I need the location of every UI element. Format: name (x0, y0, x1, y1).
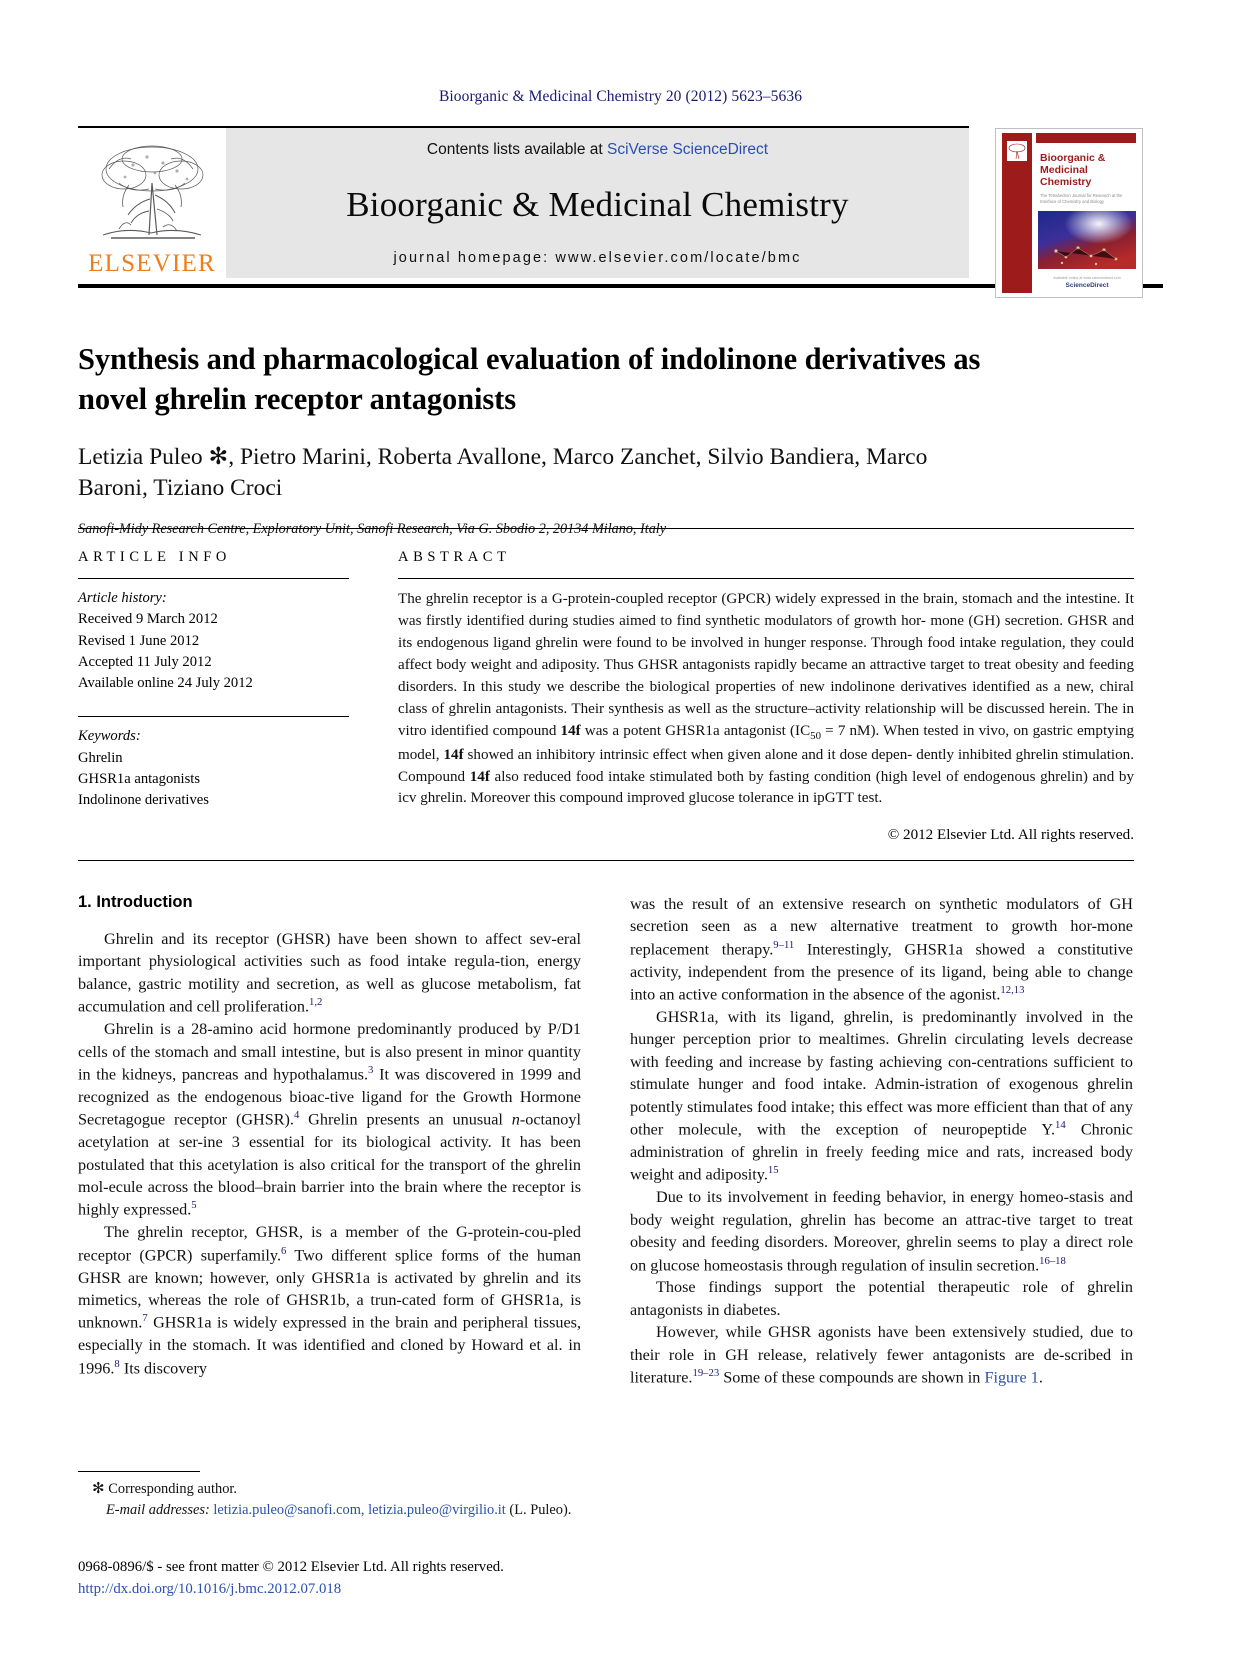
paragraph: Due to its involvement in feeding behavior, in energy homeo-stasis and body weight regulation, ghrelin has become an attrac-tive target to treat obesity and feeding disorders. Moreover, ghrelin seems to play a direct role on glucose homeostasis through regulation of insulin secretion.$^{16-18}$ (630, 1188, 1133, 1274)
journal-masthead (78, 126, 1163, 288)
keywords-label: Keywords: (78, 728, 141, 745)
cover-artwork (996, 129, 1142, 297)
journal-title: Bioorganic & Medicinal Chemistry (346, 184, 849, 224)
footnote-rule (78, 1471, 200, 1472)
info-abstract-columns (78, 529, 1134, 844)
contents-prefix: Contents lists available at (426, 141, 607, 158)
email-suffix: (L. Puleo). (509, 1502, 572, 1519)
masthead-body (78, 128, 969, 278)
journal-cover-thumbnail (995, 128, 1143, 298)
svg-text:Chemistry: Chemistry (1040, 176, 1092, 188)
author-list: Letizia Puleo ✻, Pietro Marini, Roberta Avallone, Marco Zanchet, Silvio Bandiera, Marco Baroni, Tiziano Croci (78, 443, 928, 502)
masthead-center (226, 128, 969, 278)
svg-text:Medicinal: Medicinal (1040, 164, 1088, 176)
abstract-heading: ABSTRACT (398, 549, 511, 565)
body-column-right (630, 893, 1133, 1389)
history-revised: Revised 1 June 2012 (78, 632, 200, 649)
asterisk-icon: ✻ (92, 1481, 105, 1497)
keywords-list (78, 717, 349, 811)
section-heading-introduction: 1. Introduction (78, 893, 193, 911)
svg-text:The Tetrahedron Journal for Re: The Tetrahedron Journal for Research at the (1040, 193, 1123, 198)
body-column-left (78, 893, 581, 1389)
article-info-column (78, 529, 349, 844)
keyword-item: Ghrelin (78, 749, 123, 766)
svg-text:Available online at www.scienc: Available online at www.sciencedirect.com (1053, 276, 1121, 280)
info-abstract-bottom-rule (78, 860, 1134, 861)
bottom-matter (78, 1556, 698, 1600)
elsevier-tree-icon (89, 139, 215, 251)
article-info-heading: ARTICLE INFO (78, 549, 232, 565)
article-history (78, 579, 349, 704)
email-addresses[interactable]: letizia.puleo@sanofi.com, letizia.puleo@virgilio.it (213, 1502, 506, 1519)
paragraph: Ghrelin is a 28-amino acid hormone predominantly produced by P/D1 cells of the stomach and small intestine, but is also present in minor quantity in the kidneys, pancreas and hypothalamus.$^3$ It was discovered in 1999 and recognized as the endogenous bioac-tive ligand for the Growth Hormone Secretagogue receptor (GHSR).$^4$ Ghrelin presents an unusual n-octanoyl acetylation at ser-ine 3 essential for its biological activity. It has been postulated that this acetylation is also critical for the transport of the ghrelin mol-ecule across the blood–brain barrier into the brain where the receptor is highly expressed.$^5$ (78, 1020, 581, 1219)
svg-text:Bioorganic &: Bioorganic & (1040, 152, 1106, 164)
keyword-item: Indolinone derivatives (78, 792, 209, 809)
running-head: Bioorganic & Medicinal Chemistry 20 (2012) 5623–5636 (438, 88, 803, 105)
paragraph: The ghrelin receptor, GHSR, is a member of the G-protein-cou-pled receptor (GPCR) superfamily.$^6$ Two different splice forms of the human GHSR are known; however, only GHSR1a is activated by ghrelin and its mimetics, whereas the role of GHSR1b, a trun-cated form of GHSR1a, is unknown.$^7$ GHSR1a is widely expressed in the brain and peripheral tissues, especially in the stomach. It was identified and cloned by Howard et al. in 1996.$^8$ Its discovery (78, 1223, 581, 1378)
corresponding-author-label: Corresponding author. (108, 1481, 237, 1497)
abstract-copyright: © 2012 Elsevier Ltd. All rights reserved. (887, 827, 1134, 844)
paragraph: However, while GHSR agonists have been extensively studied, due to their role in GH release, relatively fewer antagonists are de-scribed in literature.$^{19-23}$ Some of these compounds are shown in Figure 1. (630, 1323, 1133, 1387)
email-note (78, 1500, 598, 1520)
affiliation: Sanofi-Midy Research Centre, Exploratory Unit, Sanofi Research, Via G. Sbodio 2, 20134 Milano, Italy (78, 520, 667, 537)
email-label: E-mail addresses: (106, 1502, 210, 1519)
abstract-text: The ghrelin receptor is a G-protein-coupled receptor (GPCR) widely expressed in the brain, stomach and the intestine. It was firstly identified during studies aimed to find synthetic modulators of growth hor- mone (GH) secretion. GHSR and its endogenous ligand ghrelin were found to be involved in hunger response. Through food intake regulation, they could affect body weight and adiposity. Thus GHSR antagonists rapidly became an attractive target to treat obesity and feeding disorders. In this study we describe the biological properties of new indolinone derivatives identified as a new, chiral class of ghrelin antagonists. Their synthesis as well as the structure–activity relationship will be discussed herein. The in vitro identified compound 14f was a potent GHSR1a antagonist ($IC_{50} = 7$ nM). When tested in vivo, on gastric emptying model, 14f showed an inhibitory intrinsic effect when given alone and it dose depen- dently inhibited ghrelin stimulation. Compound 14f also reduced food intake stimulated both by fasting condition (high level of endogenous ghrelin) and by icv ghrelin. Moreover this compound improved glucose tolerance in ipGTT test. (398, 591, 1135, 807)
svg-text:ScienceDirect: ScienceDirect (1065, 282, 1109, 289)
elsevier-wordmark: ELSEVIER (88, 250, 216, 277)
journal-homepage[interactable]: journal homepage: www.elsevier.com/locate/bmc (393, 250, 802, 266)
paragraph: GHSR1a, with its ligand, ghrelin, is predominantly involved in the hunger perception prior to mealtimes. Ghrelin circulating levels decrease with feeding and increase by fasting achieving con-centrations sufficient to stimulate hunger and food intake. Admin-istration of exogenous ghrelin potently stimulates food intake; this effect was more efficient than that of any other molecule, with the exception of neuropeptide Y.$^{14}$ Chronic administration of ghrelin in freely feeding mice and rats, increased body weight and adiposity.$^{15}$ (630, 1007, 1133, 1184)
front-matter-line: 0968-0896/$ - see front matter © 2012 Elsevier Ltd. All rights reserved. (78, 1559, 504, 1575)
svg-text:Interface of Chemistry and Bio: Interface of Chemistry and Biology (1040, 199, 1105, 204)
page-title: Synthesis and pharmacological evaluation of indolinone derivatives as novel ghrelin receptor antagonists (78, 342, 981, 417)
paragraph: Ghrelin and its receptor (GHSR) have been shown to affect sev-eral important physiological activities such as food intake regula-tion, energy balance, gastric motility and secretion, as well as glucose metabolism, fat accumulation and cell proliferation.$^{1,2}$ (78, 930, 581, 1016)
contents-available-line (427, 141, 768, 159)
elsevier-logo (78, 128, 226, 278)
title-block (78, 339, 1003, 538)
sciencedirect-link[interactable]: SciVerse ScienceDirect (606, 141, 769, 158)
doi-link[interactable]: http://dx.doi.org/10.1016/j.bmc.2012.07.018 (78, 1581, 342, 1598)
figure-1-link[interactable]: Figure 1 (984, 1368, 1039, 1387)
history-received: Received 9 March 2012 (78, 611, 218, 628)
paragraph: was the result of an extensive research on synthetic modulators of GH secretion seen as a new alternative treatment to growth hor-mone replacement therapy.$^{9-11}$ Interestingly, GHSR1a showed a constitutive activity, independent from the presence of its ligand, being able to change into an active conformation in the absence of the agonist.$^{12,13}$ (630, 895, 1133, 1004)
keyword-item: GHSR1a antagonists (78, 771, 201, 788)
info-abstract-block (78, 528, 1134, 861)
abstract-column (398, 529, 1134, 844)
footnote-block (78, 1471, 598, 1521)
corresponding-author-note (78, 1479, 598, 1500)
paragraph: Those findings support the potential therapeutic role of ghrelin antagonists in diabetes. (630, 1278, 1133, 1319)
article-history-label: Article history: (78, 590, 167, 606)
body-columns (78, 893, 1134, 1389)
history-accepted: Accepted 11 July 2012 (78, 653, 212, 670)
history-available-online: Available online 24 July 2012 (78, 675, 253, 692)
